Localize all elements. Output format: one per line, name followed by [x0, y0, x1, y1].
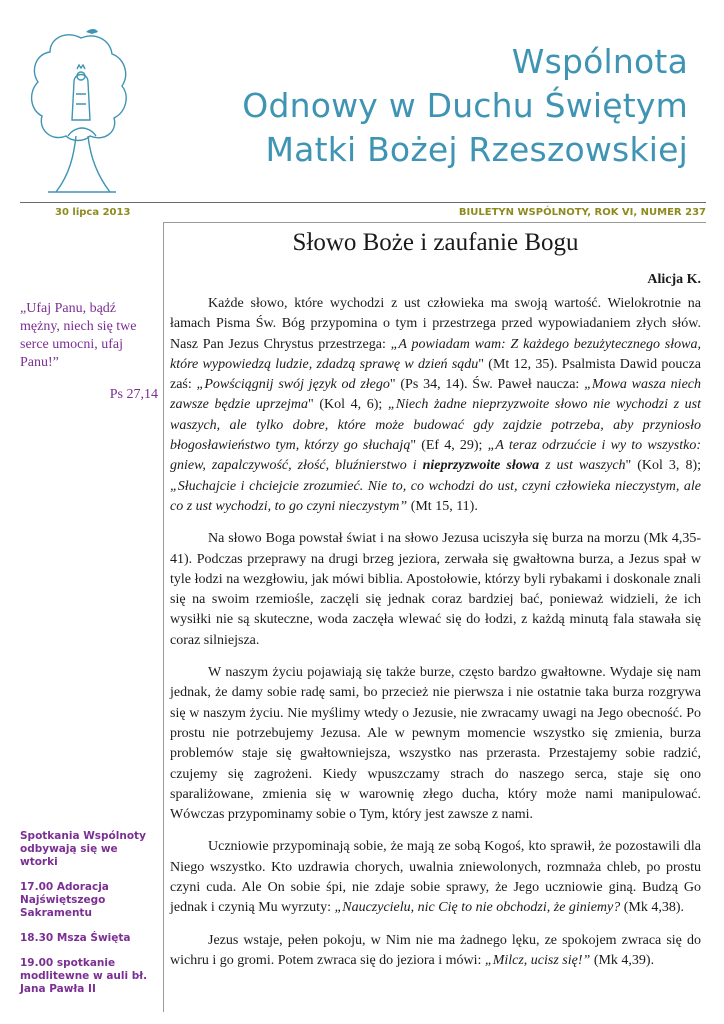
quote-run: „Milcz, ucisz się!”	[484, 952, 591, 968]
article-paragraph-5	[170, 931, 701, 972]
issue-date: 30 lipca 2013	[55, 207, 131, 218]
quote-run: „Powściągnij swój język od złego	[196, 377, 390, 393]
emphasis-italic: nieprzyzwoite słowa	[422, 458, 540, 474]
article-author: Alicja K.	[647, 272, 701, 287]
text-run: " (Mt 12, 35). Psalmista Dawid poucza zaś:	[170, 356, 702, 393]
text-run: " (Ps 34, 14). Św. Paweł naucza:	[389, 377, 585, 393]
schedule-item-adoration: 17.00 Adoracja Najświętszego Sakramentu	[20, 881, 109, 919]
schedule-item-prayer-meeting: 19.00 spotkanie modlitewne w auli bł. Jana Pawła II	[20, 957, 148, 995]
text-run: Uczniowie przypominają sobie, że mają ze sobą Kogoś, kto sprawił, że pozostawili dla Niego wszystko. Kto uzdrawia chorych, uwalnia zniewolonych, rozmnaża chleb, po prostu czyni cuda. Ale On sobie śpi, nie zdaje sobie sprawy, że Jego uczniowie giną. Budzą Go jednak i czynią Mu wyrzuty:	[170, 839, 701, 916]
quote-text: „Ufaj Panu, bądź mężny, niech się twe serce umocni, ufaj Panu!”	[20, 301, 137, 370]
schedule-item-mass: 18.30 Msza Święta	[20, 932, 131, 944]
text-run: (Mt 15, 11).	[407, 498, 478, 514]
meta-bar	[20, 205, 706, 221]
quote-run: „Mowa wasza niech zawsze będzie uprzejma	[170, 377, 701, 413]
quote-reference: Ps 27,14	[109, 387, 158, 402]
text-run: Jezus wstaje, pełen pokoju, w Nim nie ma żadnego lęku, ze spokojem zwraca się do wichru i go gromi. Potem zwraca się do jeziora i mówi:	[170, 932, 701, 968]
quote-run: „Słuchajcie i chciejcie zrozumieć. Nie to, co wchodzi do ust, czyni człowieka nieczystym, ale co z ust wychodzi, to go czyni nieczystym”	[170, 478, 701, 514]
text-run: (Mk 4,38).	[620, 900, 685, 916]
header-rule	[20, 202, 706, 203]
community-tree-logo	[26, 24, 136, 199]
emphasis-run	[423, 458, 539, 473]
article-paragraph-2: Na słowo Boga powstał świat i na słowo Jezusa uciszyła się burza na morzu (Mk 4,35-41). Podczas przeprawy na drugi brzeg jeziora, zerwała się gwałtowna burza, a Jezus spał w tyle łodzi na wezgłowiu, jak mówi biblia. Apostołowie, którzy byli rybakami i doskonale znali się na swoim rzemiośle, zaczęli się jednak coraz bardziej bać, ponieważ widzieli, że ich wysiłki nie są skuteczne, woda zaczęła wlewać się do łodzi, z każdą minutą fala stawała się coraz silniejsza.	[170, 531, 701, 648]
article-paragraph-1	[170, 294, 701, 517]
quote-run: „A teraz odrzućcie i wy to wszystko: gniew, zapalczywość, złość, bluźnierstwo i	[170, 438, 701, 474]
community-title	[242, 40, 688, 172]
text-run: " (Kol 3, 8);	[625, 458, 701, 474]
schedule-intro: Spotkania Wspólnoty odbywają się we wtorki	[20, 830, 146, 868]
text-run: " (Ef 4, 29);	[410, 438, 488, 454]
quote-run: „Nauczycielu, nic Cię to nie obchodzi, że giniemy?	[334, 900, 621, 916]
text-run: Każde słowo, które wychodzi z ust człowieka ma swoją wartość. Wielokrotnie na łamach Pisma Św. Bóg przypomina o tym i przestrzega przed wypowiadaniem złych słów. Nasz Pan Jezus Chrystus przestrzega:	[170, 296, 701, 352]
quote-run: „A powiadam wam: Z każdego bezużytecznego słowa, które wypowiedzą ludzie, zdadzą sprawę w dzień sądu	[170, 336, 701, 372]
quote-run: z ust waszych	[539, 458, 626, 474]
article	[170, 226, 701, 983]
title-line-1: Wspólnota	[511, 42, 688, 81]
title-line-3: Matki Bożej Rzeszowskiej	[265, 130, 688, 169]
text-run: (Mk 4,39).	[590, 952, 655, 968]
article-title: Słowo Boże i zaufanie Bogu	[292, 229, 579, 256]
column-divider	[163, 222, 164, 1012]
quote-run: „Niech żadne nieprzyzwoite słowo nie wychodzi z ust waszych, ale tylko dobre, które może budować gdy zajdzie potrzeba, aby przyniosło błogosławieństwo tym, którzy go słuchają	[170, 397, 702, 454]
meeting-schedule	[20, 830, 158, 1008]
text-run: " (Kol 4, 6);	[308, 397, 388, 413]
article-paragraph-4	[170, 837, 701, 918]
issue-number: BIULETYN WSPÓLNOTY, ROK VI, NUMER 237	[458, 207, 706, 218]
title-line-2: Odnowy w Duchu Świętym	[242, 86, 688, 125]
article-paragraph-3: W naszym życiu pojawiają się także burze, często bardzo gwałtowne. Wydaje się nam jednak, że damy sobie radę sami, bo przecież nie pierwsza i nie ostatnie taka burza rozgrywa się w naszym życiu. Nie myślimy wtedy o Jezusie, nie zwracamy uwagi na Jego obecność. Po prostu nie potrzebujemy Jezusa. Ale w pewnym momencie wszystko się zmienia, burza problemów staje się gwałtowniejsza, wszystko nas przerasta. Przestajemy sobie radzić, czujemy się zagrożeni. Kiedy wpuszczamy strach do naszego serca, staje się ono sparaliżowane, zmienia się w warownię złego ducha, który może nami manipulować. Wówczas przypominamy sobie o Tym, który jest zawsze z nami.	[170, 665, 701, 823]
sidebar-quote	[20, 300, 158, 404]
content-rule	[163, 222, 706, 223]
